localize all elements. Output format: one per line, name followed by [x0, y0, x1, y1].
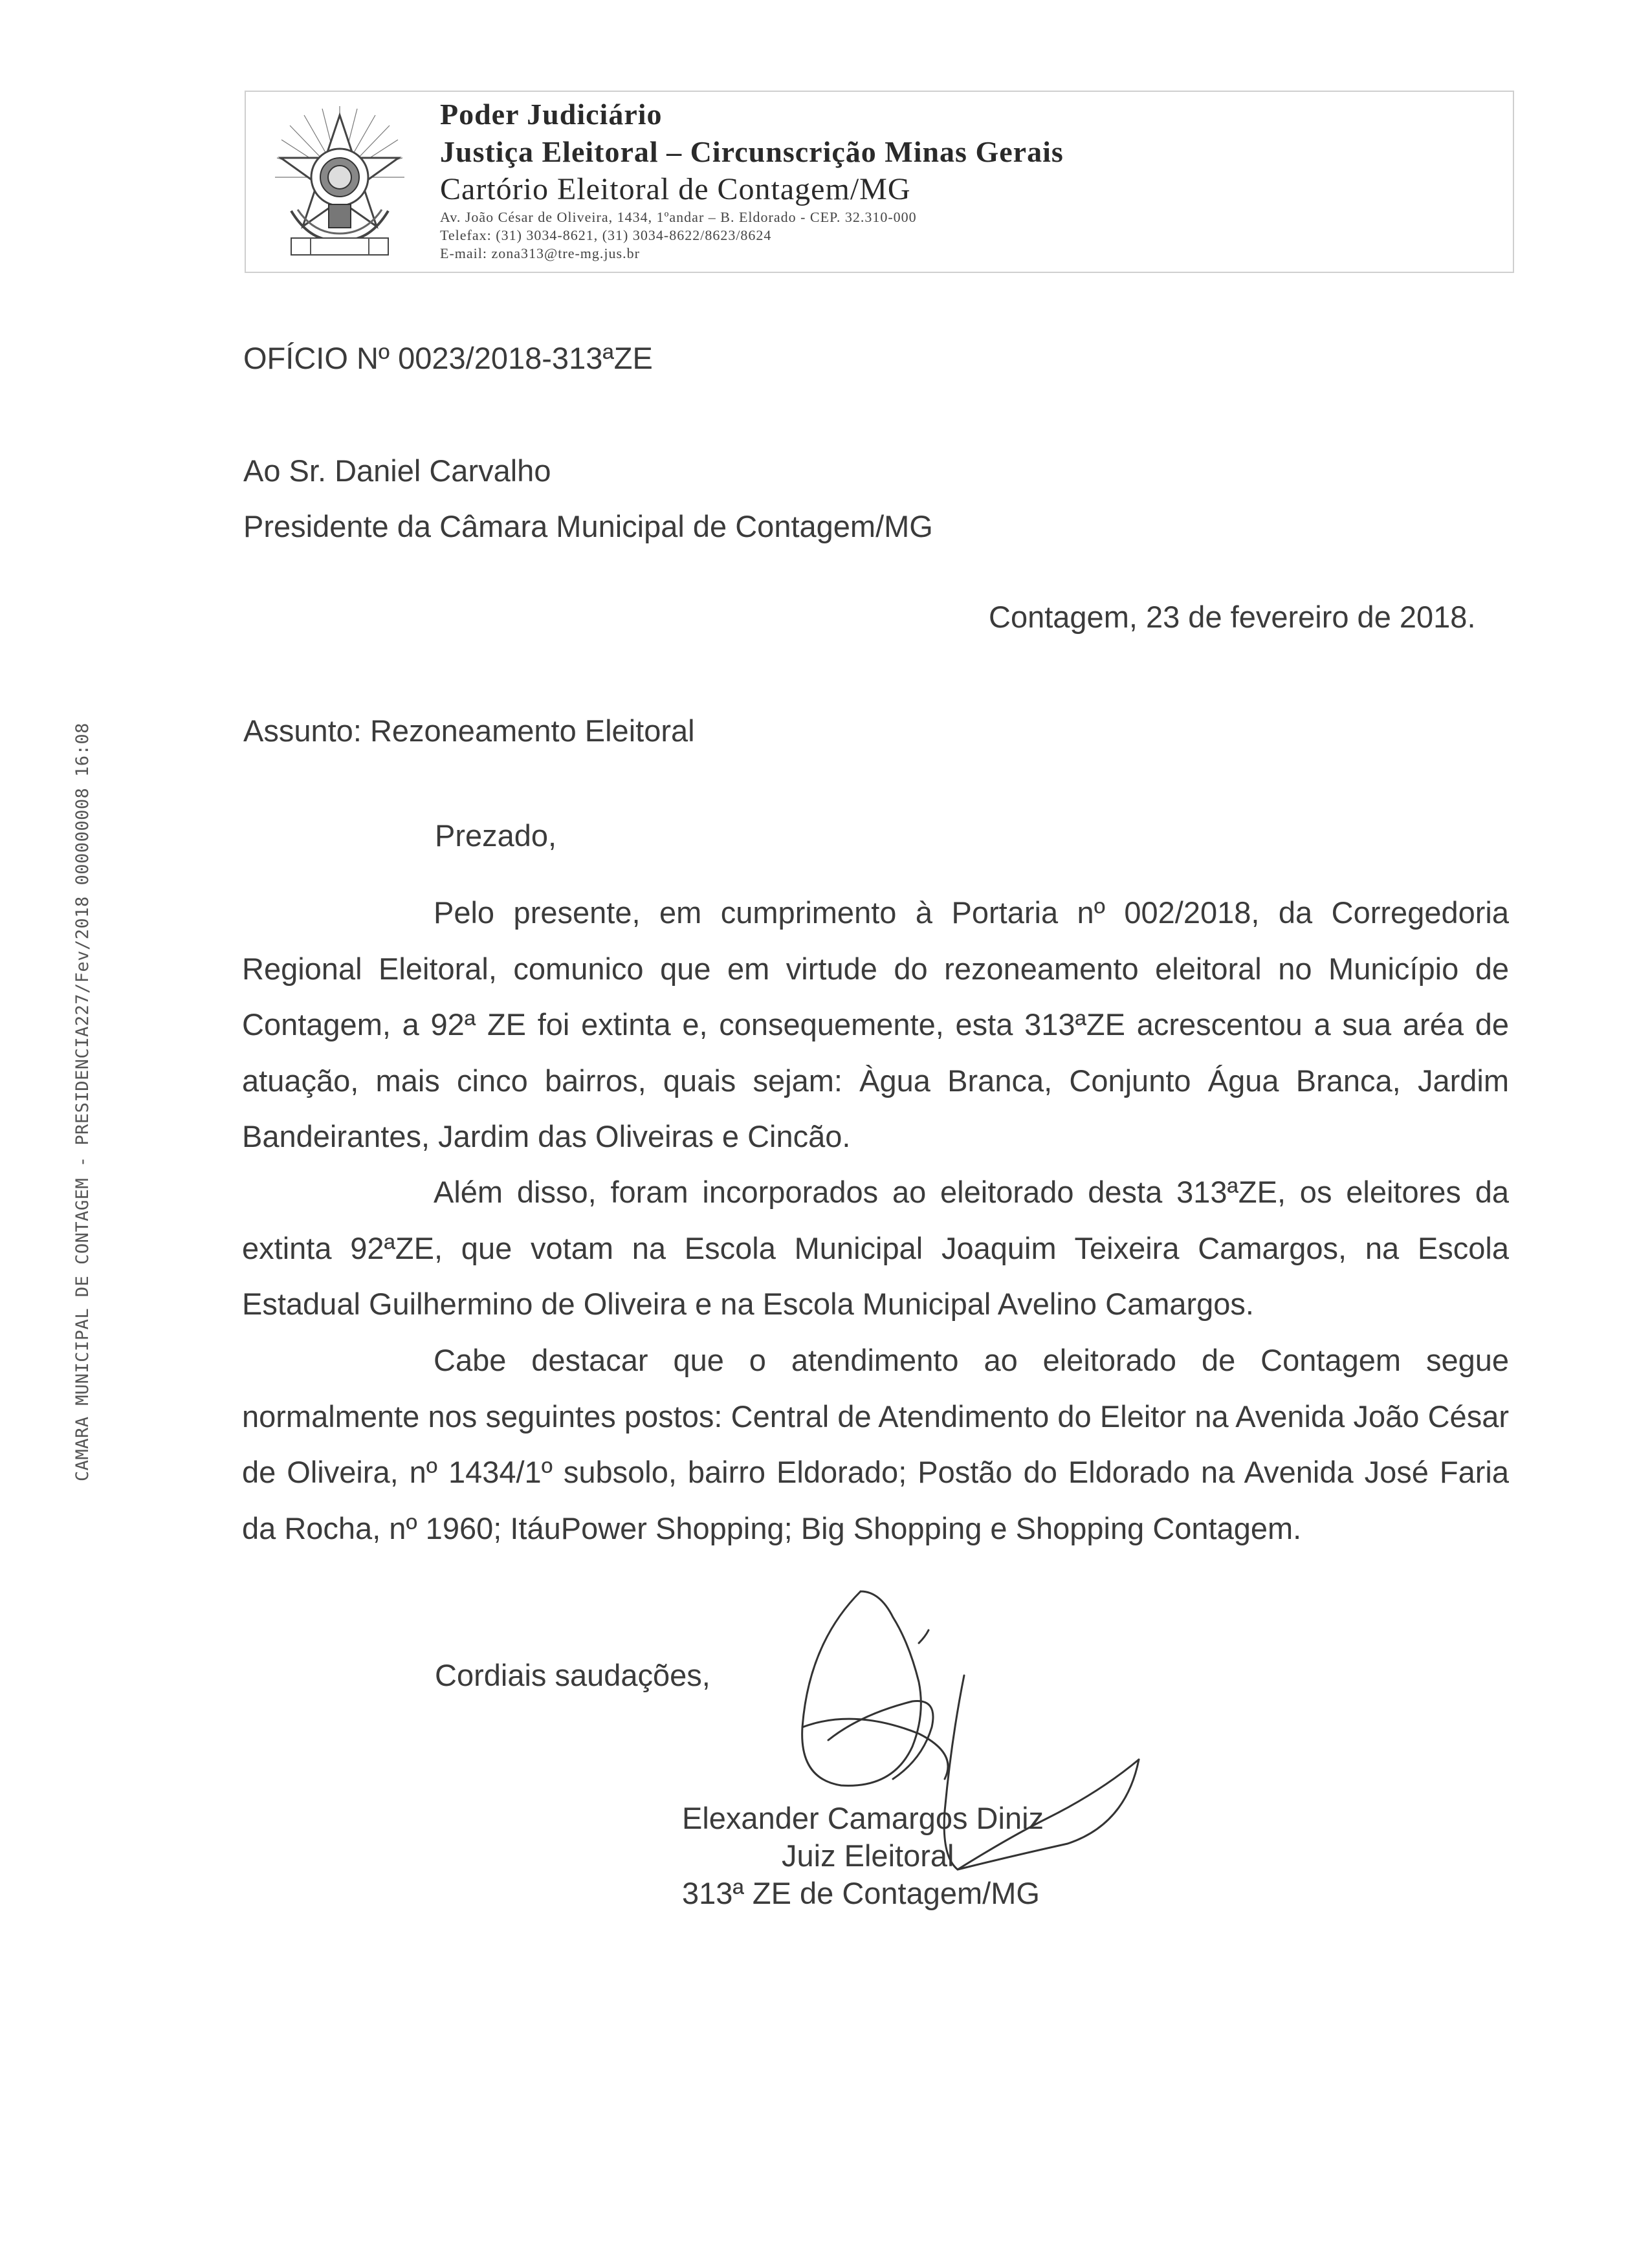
office-number: OFÍCIO Nº 0023/2018-313ªZE: [243, 341, 653, 375]
signature-block: [682, 1800, 1135, 1912]
letterhead-text: [440, 96, 1501, 263]
signer-role: Juiz Eleitoral: [782, 1838, 954, 1873]
body-paragraph-3: Cabe destacar que o atendimento ao eleitorado de Contagem segue normalmente nos seguintes postos: Central de Atendimento do Eleitor na Avenida João César de Oliveira, nº 1434/1º subsolo, bairro Eldorado; Postão do Eldorado na Avenida José Faria da Rocha, nº 1960; ItáuPower Shopping; Big Shopping e Shopping Contagem.: [242, 1343, 1509, 1545]
body-paragraph-1: Pelo presente, em cumprimento à Portaria nº 002/2018, da Corregedoria Regional Eleitoral, comunico que em virtude do rezoneamento eleitoral no Município de Contagem, a 92ª ZE foi extinta e, consequemente, esta 313ªZE acrescentou a sua aréa de atuação, mais cinco bairros, quais sejam: Àgua Branca, Conjunto Água Branca, Jardim Bandeirantes, Jardim das Oliveiras e Cincão.: [242, 895, 1509, 1153]
recipient-title: Presidente da Câmara Municipal de Contagem/MG: [243, 509, 933, 543]
body-paragraph-2: Além disso, foram incorporados ao eleitorado desta 313ªZE, os eleitores da extinta 92ªZE, que votam na Escola Municipal Joaquim Teixeira Camargos, na Escola Estadual Guilhermino de Oliveira e na Escola Municipal Avelino Camargos.: [242, 1175, 1509, 1321]
document-date: Contagem, 23 de fevereiro de 2018.: [989, 600, 1476, 634]
letterhead-line-3: Cartório Eleitoral de Contagem/MG: [440, 172, 911, 206]
greeting: Prezado,: [435, 818, 557, 853]
subject-line: Assunto: Rezoneamento Eleitoral: [243, 714, 695, 748]
letterhead-line-2: Justiça Eleitoral – Circunscrição Minas Gerais: [440, 135, 1064, 168]
signer-office: 313ª ZE de Contagem/MG: [682, 1876, 1040, 1910]
signer-name: Elexander Camargos Diniz: [682, 1801, 1044, 1835]
letterhead-phone: Telefax: (31) 3034-8621, (31) 3034-8622/8623/8624: [440, 227, 772, 243]
letterhead: [245, 91, 1514, 273]
recipient-name: Ao Sr. Daniel Carvalho: [243, 453, 551, 488]
letterhead-address: Av. João César de Oliveira, 1434, 1ºandar – B. Eldorado - CEP. 32.310-000: [440, 209, 917, 225]
letterhead-email: E-mail: zona313@tre-mg.jus.br: [440, 245, 640, 261]
protocol-stamp: CAMARA MUNICIPAL DE CONTAGEM - PRESIDENCIA227/Fev/2018 000000008 16:08: [72, 723, 93, 1481]
letterhead-line-1: Poder Judiciário: [440, 98, 663, 131]
closing: Cordiais saudações,: [435, 1658, 710, 1692]
coat-of-arms-seal: [272, 101, 408, 265]
